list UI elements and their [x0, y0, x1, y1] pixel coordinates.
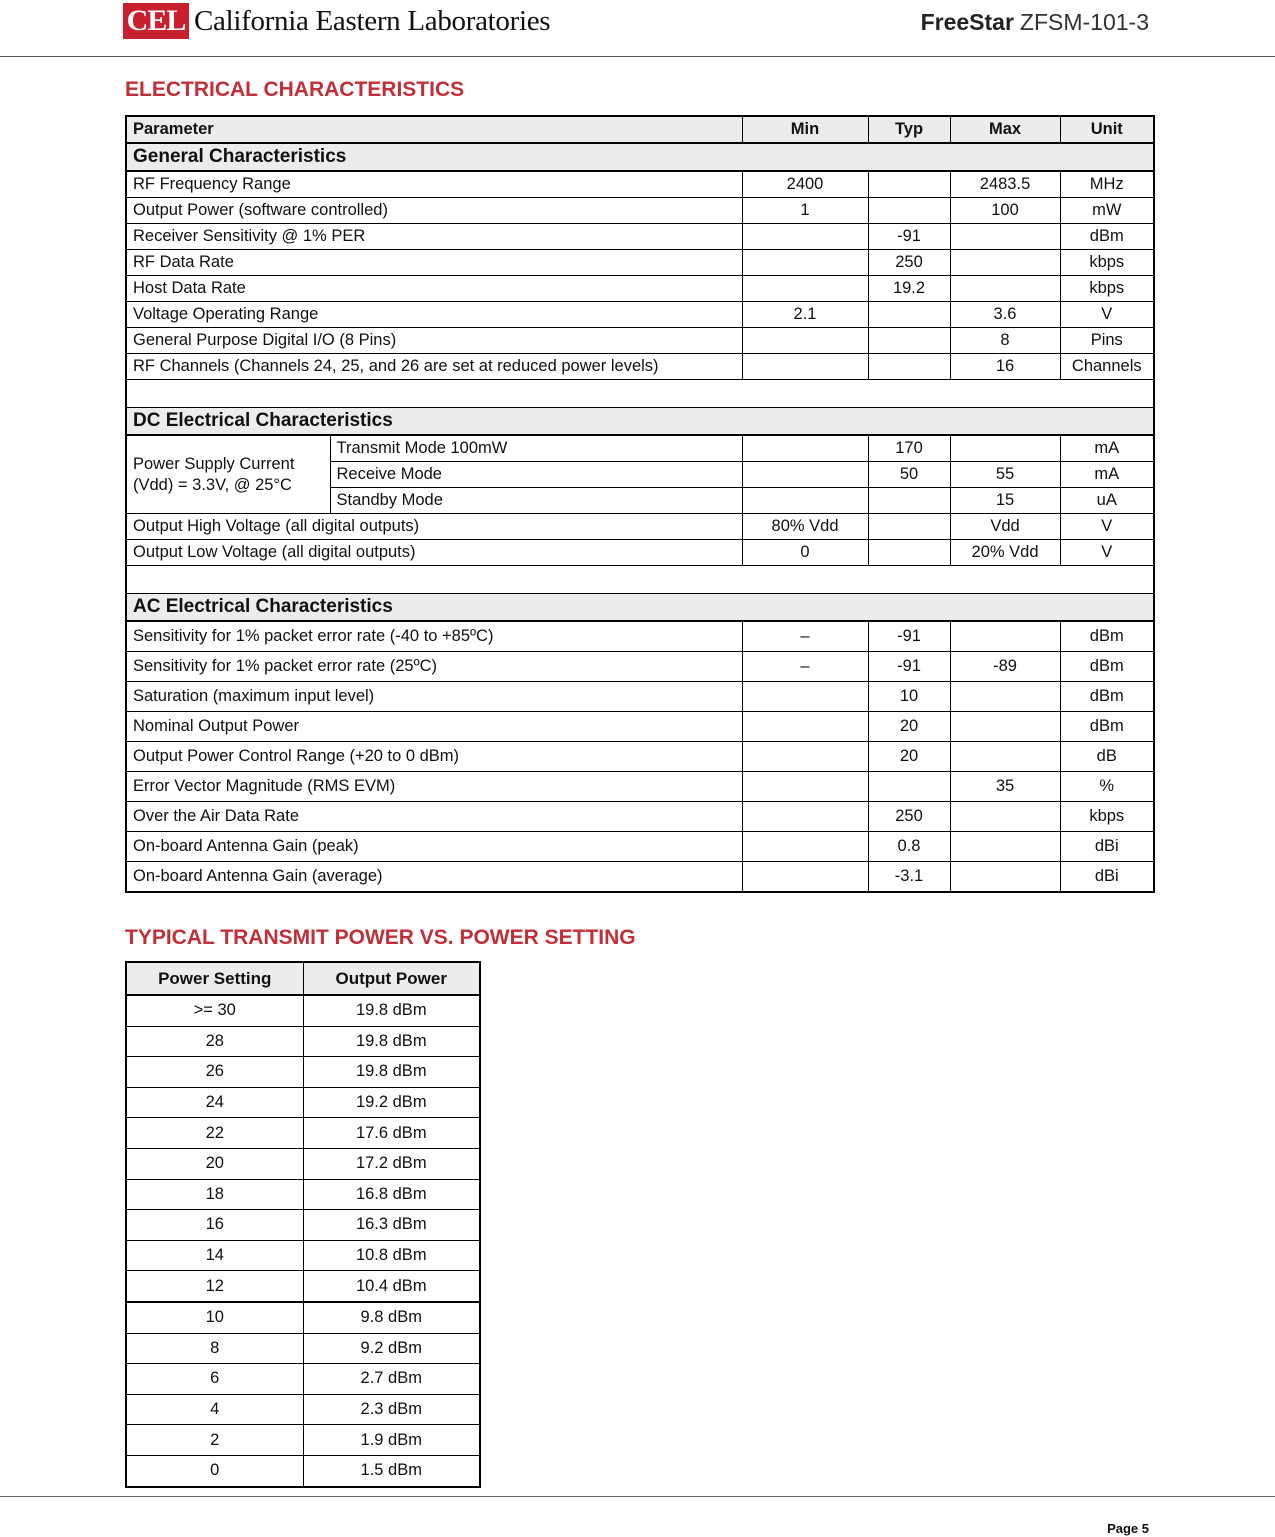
output-power-cell: 17.2 dBm: [303, 1148, 480, 1179]
output-power-cell: 16.8 dBm: [303, 1179, 480, 1210]
output-power-cell: 10.4 dBm: [303, 1271, 480, 1302]
power-setting-cell: 8: [126, 1333, 303, 1364]
table-row: [126, 171, 1154, 198]
value-cell: 10: [868, 682, 950, 712]
table-row: [126, 621, 1154, 652]
header-parameter: Parameter: [126, 116, 742, 143]
value-cell: 3.6: [950, 302, 1060, 328]
value-cell: kbps: [1060, 250, 1154, 276]
output-power-cell: 10.8 dBm: [303, 1240, 480, 1271]
power-setting-cell: 2: [126, 1425, 303, 1456]
table-row: [126, 1026, 480, 1057]
value-cell: [950, 742, 1060, 772]
value-cell: [742, 742, 868, 772]
value-cell: [868, 772, 950, 802]
power-setting-cell: 10: [126, 1302, 303, 1333]
output-power-cell: 2.3 dBm: [303, 1394, 480, 1425]
value-cell: [742, 435, 868, 462]
value-cell: [742, 772, 868, 802]
value-cell: [950, 832, 1060, 862]
param-cell: Output High Voltage (all digital outputs): [126, 514, 742, 540]
value-cell: MHz: [1060, 171, 1154, 198]
cel-logo: CEL: [123, 3, 189, 39]
param-cell: Sensitivity for 1% packet error rate (25ºC): [126, 652, 742, 682]
output-power-cell: 2.7 dBm: [303, 1364, 480, 1395]
table-header-row: [126, 116, 1154, 143]
section-heading: DC Electrical Characteristics: [126, 408, 1154, 436]
param-cell: Error Vector Magnitude (RMS EVM): [126, 772, 742, 802]
value-cell: [742, 862, 868, 893]
value-cell: 20% Vdd: [950, 540, 1060, 566]
value-cell: [868, 488, 950, 514]
power-setting-cell: 6: [126, 1364, 303, 1395]
output-power-cell: 19.2 dBm: [303, 1087, 480, 1118]
value-cell: [742, 328, 868, 354]
value-cell: 15: [950, 488, 1060, 514]
table-row: [126, 1179, 480, 1210]
table-row: [126, 354, 1154, 380]
power-setting-cell: 26: [126, 1057, 303, 1088]
output-power-cell: 19.8 dBm: [303, 1026, 480, 1057]
table-row: [126, 1394, 480, 1425]
table-row: [126, 862, 1154, 893]
output-power-cell: 17.6 dBm: [303, 1118, 480, 1149]
value-cell: 0: [742, 540, 868, 566]
table-row: [126, 1333, 480, 1364]
value-cell: dBm: [1060, 224, 1154, 250]
value-cell: [868, 171, 950, 198]
param-cell: Sensitivity for 1% packet error rate (-40 to +85ºC): [126, 621, 742, 652]
company-name: California Eastern Laboratories: [194, 5, 551, 37]
value-cell: Vdd: [950, 514, 1060, 540]
table-row: [126, 250, 1154, 276]
value-cell: mW: [1060, 198, 1154, 224]
value-cell: [868, 302, 950, 328]
table-row: [126, 682, 1154, 712]
power-setting-cell: 14: [126, 1240, 303, 1271]
param-cell: Output Low Voltage (all digital outputs): [126, 540, 742, 566]
table-row: [126, 832, 1154, 862]
output-power-cell: 16.3 dBm: [303, 1210, 480, 1241]
table-row: [126, 802, 1154, 832]
value-cell: 20: [868, 742, 950, 772]
value-cell: -91: [868, 224, 950, 250]
value-cell: –: [742, 652, 868, 682]
power-setting-cell: 0: [126, 1455, 303, 1486]
power-setting-cell: 28: [126, 1026, 303, 1057]
value-cell: [868, 514, 950, 540]
power-setting-cell: 4: [126, 1394, 303, 1425]
footer-divider: [0, 1496, 1275, 1497]
value-cell: dBi: [1060, 862, 1154, 893]
param-cell: General Purpose Digital I/O (8 Pins): [126, 328, 742, 354]
param-cell: RF Channels (Channels 24, 25, and 26 are set at reduced power levels): [126, 354, 742, 380]
section-header-row: [126, 408, 1154, 436]
output-power-cell: 1.5 dBm: [303, 1455, 480, 1486]
table-row: [126, 1271, 480, 1302]
transmit-power-title: TYPICAL TRANSMIT POWER VS. POWER SETTING: [125, 926, 636, 949]
table-row: [126, 514, 1154, 540]
value-cell: [950, 802, 1060, 832]
value-cell: [742, 224, 868, 250]
value-cell: [950, 224, 1060, 250]
value-cell: [950, 712, 1060, 742]
value-cell: 0.8: [868, 832, 950, 862]
value-cell: 8: [950, 328, 1060, 354]
table-row: [126, 198, 1154, 224]
table-row: [126, 328, 1154, 354]
header-max: Max: [950, 116, 1060, 143]
table-row: [126, 1364, 480, 1395]
section-heading: AC Electrical Characteristics: [126, 594, 1154, 622]
section-header-row: [126, 143, 1154, 171]
value-cell: 55: [950, 462, 1060, 488]
param-cell: Saturation (maximum input level): [126, 682, 742, 712]
table-row: [126, 1118, 480, 1149]
table-row: [126, 1302, 480, 1333]
value-cell: [742, 832, 868, 862]
value-cell: 2.1: [742, 302, 868, 328]
header-unit: Unit: [1060, 116, 1154, 143]
table-row: [126, 1057, 480, 1088]
product-model: ZFSM-101-3: [1019, 9, 1149, 35]
value-cell: [868, 354, 950, 380]
value-cell: 170: [868, 435, 950, 462]
mode-cell: Transmit Mode 100mW: [330, 435, 742, 462]
value-cell: [742, 488, 868, 514]
param-cell: Output Power Control Range (+20 to 0 dBm): [126, 742, 742, 772]
value-cell: kbps: [1060, 802, 1154, 832]
table-row: [126, 540, 1154, 566]
output-power-cell: 9.2 dBm: [303, 1333, 480, 1364]
param-cell: RF Data Rate: [126, 250, 742, 276]
value-cell: dBm: [1060, 682, 1154, 712]
header-power-setting: Power Setting: [126, 962, 303, 995]
value-cell: 16: [950, 354, 1060, 380]
param-cell: On-board Antenna Gain (average): [126, 862, 742, 893]
value-cell: 35: [950, 772, 1060, 802]
power-supply-current-label: Power Supply Current (Vdd) = 3.3V, @ 25°C: [126, 435, 330, 514]
param-cell: Host Data Rate: [126, 276, 742, 302]
value-cell: [950, 435, 1060, 462]
table-row: [126, 302, 1154, 328]
page-number: Page 5: [1107, 1521, 1149, 1536]
param-cell: Voltage Operating Range: [126, 302, 742, 328]
table-row: [126, 276, 1154, 302]
value-cell: 250: [868, 802, 950, 832]
value-cell: uA: [1060, 488, 1154, 514]
value-cell: -3.1: [868, 862, 950, 893]
value-cell: [868, 198, 950, 224]
value-cell: [950, 862, 1060, 893]
product-title: [921, 8, 1149, 36]
power-setting-cell: 12: [126, 1271, 303, 1302]
value-cell: -91: [868, 652, 950, 682]
value-cell: V: [1060, 302, 1154, 328]
value-cell: dBm: [1060, 621, 1154, 652]
output-power-cell: 19.8 dBm: [303, 1057, 480, 1088]
value-cell: mA: [1060, 435, 1154, 462]
spacer-row: [126, 566, 1154, 594]
table-row: [126, 652, 1154, 682]
table-row: [126, 1455, 480, 1486]
table-row: [126, 1087, 480, 1118]
value-cell: [868, 328, 950, 354]
value-cell: 19.2: [868, 276, 950, 302]
table-row: [126, 995, 480, 1026]
page-header: [0, 0, 1275, 57]
output-power-cell: 9.8 dBm: [303, 1302, 480, 1333]
electrical-characteristics-title: ELECTRICAL CHARACTERISTICS: [125, 78, 465, 101]
value-cell: [950, 250, 1060, 276]
value-cell: [742, 802, 868, 832]
section-heading: General Characteristics: [126, 143, 1154, 171]
value-cell: kbps: [1060, 276, 1154, 302]
table-row: [126, 224, 1154, 250]
table-row: [126, 1240, 480, 1271]
table-row: [126, 1425, 480, 1456]
power-setting-cell: 22: [126, 1118, 303, 1149]
value-cell: [950, 621, 1060, 652]
mode-cell: Receive Mode: [330, 462, 742, 488]
value-cell: dB: [1060, 742, 1154, 772]
output-power-cell: 1.9 dBm: [303, 1425, 480, 1456]
value-cell: 100: [950, 198, 1060, 224]
spacer-cell: [126, 566, 1154, 594]
value-cell: [742, 682, 868, 712]
value-cell: -91: [868, 621, 950, 652]
value-cell: 20: [868, 712, 950, 742]
value-cell: mA: [1060, 462, 1154, 488]
value-cell: dBm: [1060, 652, 1154, 682]
value-cell: [868, 540, 950, 566]
table-row: [126, 1210, 480, 1241]
table-row: [126, 1148, 480, 1179]
product-name: FreeStar: [920, 9, 1014, 35]
param-cell: Output Power (software controlled): [126, 198, 742, 224]
power-setting-cell: 16: [126, 1210, 303, 1241]
value-cell: -89: [950, 652, 1060, 682]
power-setting-cell: 18: [126, 1179, 303, 1210]
value-cell: [742, 276, 868, 302]
power-setting-cell: 24: [126, 1087, 303, 1118]
power-setting-table: [125, 961, 481, 1488]
value-cell: 2483.5: [950, 171, 1060, 198]
value-cell: dBm: [1060, 712, 1154, 742]
value-cell: Pins: [1060, 328, 1154, 354]
param-cell: Receiver Sensitivity @ 1% PER: [126, 224, 742, 250]
value-cell: %: [1060, 772, 1154, 802]
value-cell: V: [1060, 540, 1154, 566]
value-cell: 250: [868, 250, 950, 276]
table-row: [126, 742, 1154, 772]
value-cell: [742, 354, 868, 380]
value-cell: [950, 276, 1060, 302]
table-row: [126, 772, 1154, 802]
param-cell: Nominal Output Power: [126, 712, 742, 742]
value-cell: dBi: [1060, 832, 1154, 862]
power-setting-cell: >= 30: [126, 995, 303, 1026]
value-cell: [950, 682, 1060, 712]
value-cell: 1: [742, 198, 868, 224]
spacer-cell: [126, 380, 1154, 408]
header-output-power: Output Power: [303, 962, 480, 995]
value-cell: Channels: [1060, 354, 1154, 380]
table-row: [126, 435, 1154, 462]
value-cell: V: [1060, 514, 1154, 540]
value-cell: 80% Vdd: [742, 514, 868, 540]
table-header-row: [126, 962, 480, 995]
value-cell: –: [742, 621, 868, 652]
value-cell: [742, 712, 868, 742]
mode-cell: Standby Mode: [330, 488, 742, 514]
header-typ: Typ: [868, 116, 950, 143]
param-cell: RF Frequency Range: [126, 171, 742, 198]
param-cell: On-board Antenna Gain (peak): [126, 832, 742, 862]
electrical-characteristics-table: [125, 115, 1155, 893]
power-setting-cell: 20: [126, 1148, 303, 1179]
param-cell: Over the Air Data Rate: [126, 802, 742, 832]
value-cell: [742, 250, 868, 276]
value-cell: [742, 462, 868, 488]
spacer-row: [126, 380, 1154, 408]
value-cell: 2400: [742, 171, 868, 198]
table-row: [126, 712, 1154, 742]
output-power-cell: 19.8 dBm: [303, 995, 480, 1026]
section-header-row: [126, 594, 1154, 622]
header-min: Min: [742, 116, 868, 143]
value-cell: 50: [868, 462, 950, 488]
